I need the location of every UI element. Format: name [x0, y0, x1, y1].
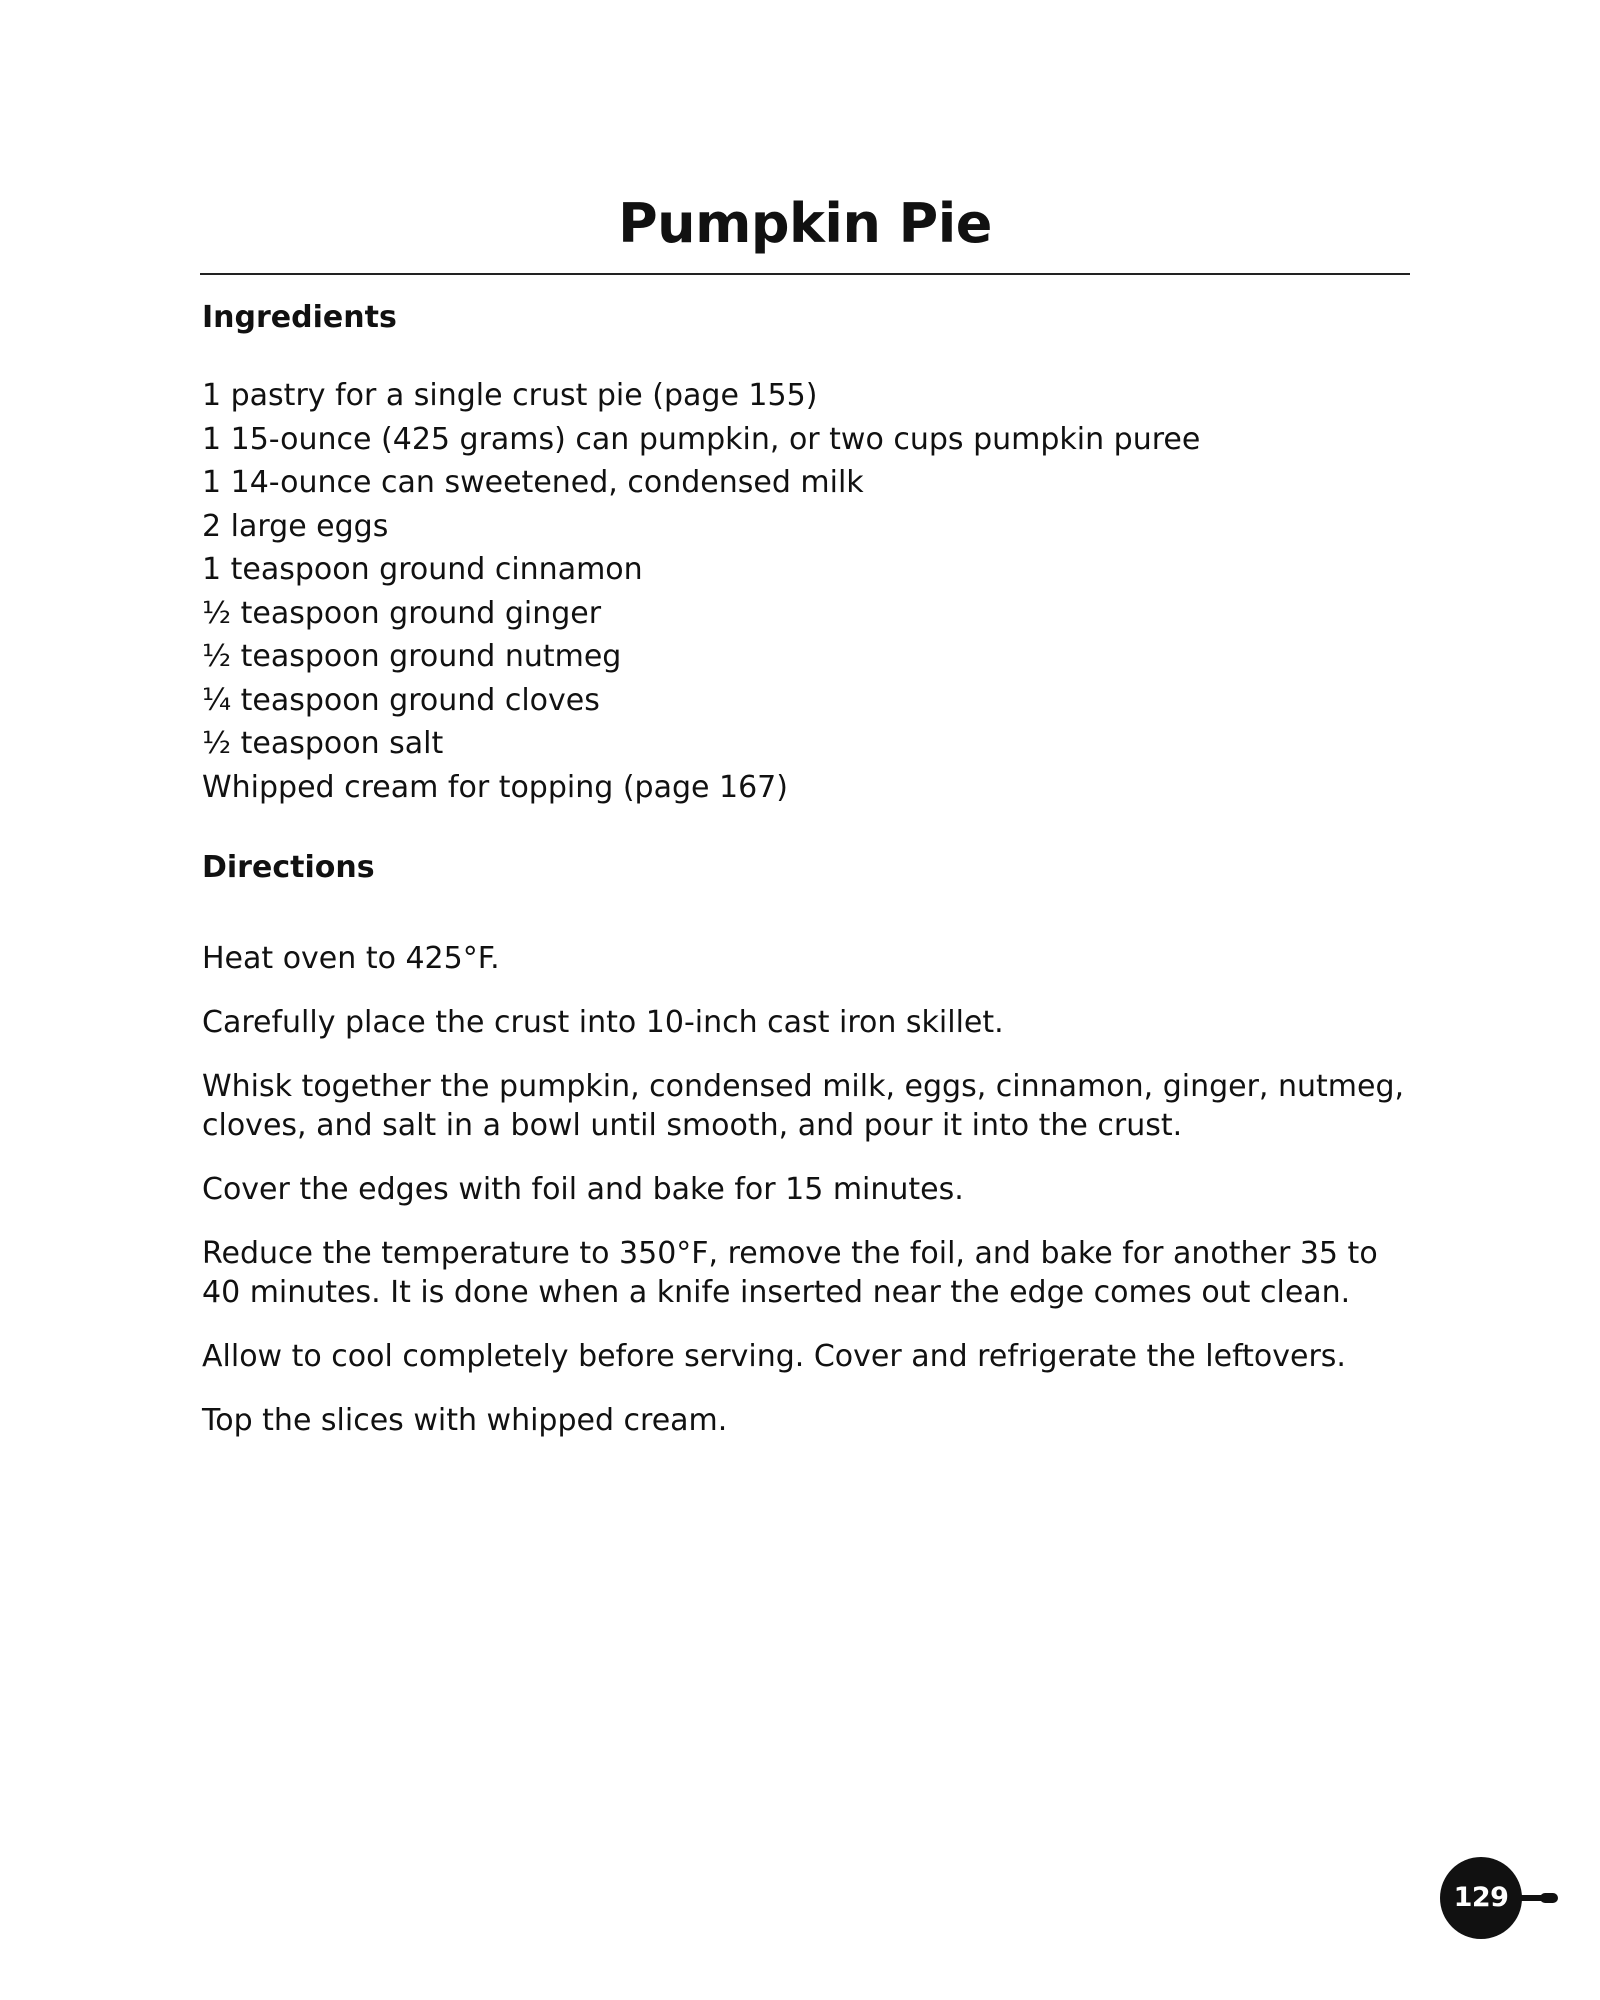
ingredient-item: 1 teaspoon ground cinnamon — [202, 552, 643, 587]
direction-step: Reduce the temperature to 350°F, remove the foil, and bake for another 35 to 40 minutes. It is done when a knife inserted near the edge comes out clean. — [202, 1236, 1378, 1310]
direction-step: Carefully place the crust into 10-inch cast iron skillet. — [202, 1005, 1004, 1040]
page-title: Pumpkin Pie — [618, 192, 992, 255]
ingredient-item: 1 15-ounce (425 grams) can pumpkin, or two cups pumpkin puree — [202, 421, 1201, 457]
title-divider — [200, 273, 1410, 275]
ingredient-item: 2 large eggs — [202, 508, 389, 544]
ingredient-item: 1 14-ounce can sweetened, condensed milk — [202, 465, 864, 500]
ingredients-heading: Ingredients — [202, 300, 397, 335]
ingredient-item: 1 pastry for a single crust pie (page 155) — [202, 378, 818, 413]
ingredients-list — [202, 374, 1200, 809]
direction-step: Whisk together the pumpkin, condensed milk, eggs, cinnamon, ginger, nutmeg, cloves, and salt in a bowl until smooth, and pour it into the crust. — [202, 1069, 1405, 1143]
direction-step: Allow to cool completely before serving. Cover and refrigerate the leftovers. — [202, 1339, 1346, 1374]
direction-step: Cover the edges with foil and bake for 15 minutes. — [202, 1172, 964, 1207]
ingredient-item: ½ teaspoon ground nutmeg — [202, 639, 622, 674]
ingredient-item: Whipped cream for topping (page 167) — [202, 769, 788, 805]
page-number-badge — [1440, 1857, 1558, 1939]
ingredient-item: ½ teaspoon salt — [202, 726, 444, 761]
ingredient-item: ½ teaspoon ground ginger — [202, 595, 602, 631]
directions-list — [202, 939, 1422, 1465]
page-number: 129 — [1440, 1857, 1522, 1939]
direction-step: Heat oven to 425°F. — [202, 941, 500, 976]
directions-heading: Directions — [202, 850, 375, 885]
direction-step: Top the slices with whipped cream. — [202, 1403, 728, 1438]
ingredient-item: ¼ teaspoon ground cloves — [202, 682, 600, 718]
